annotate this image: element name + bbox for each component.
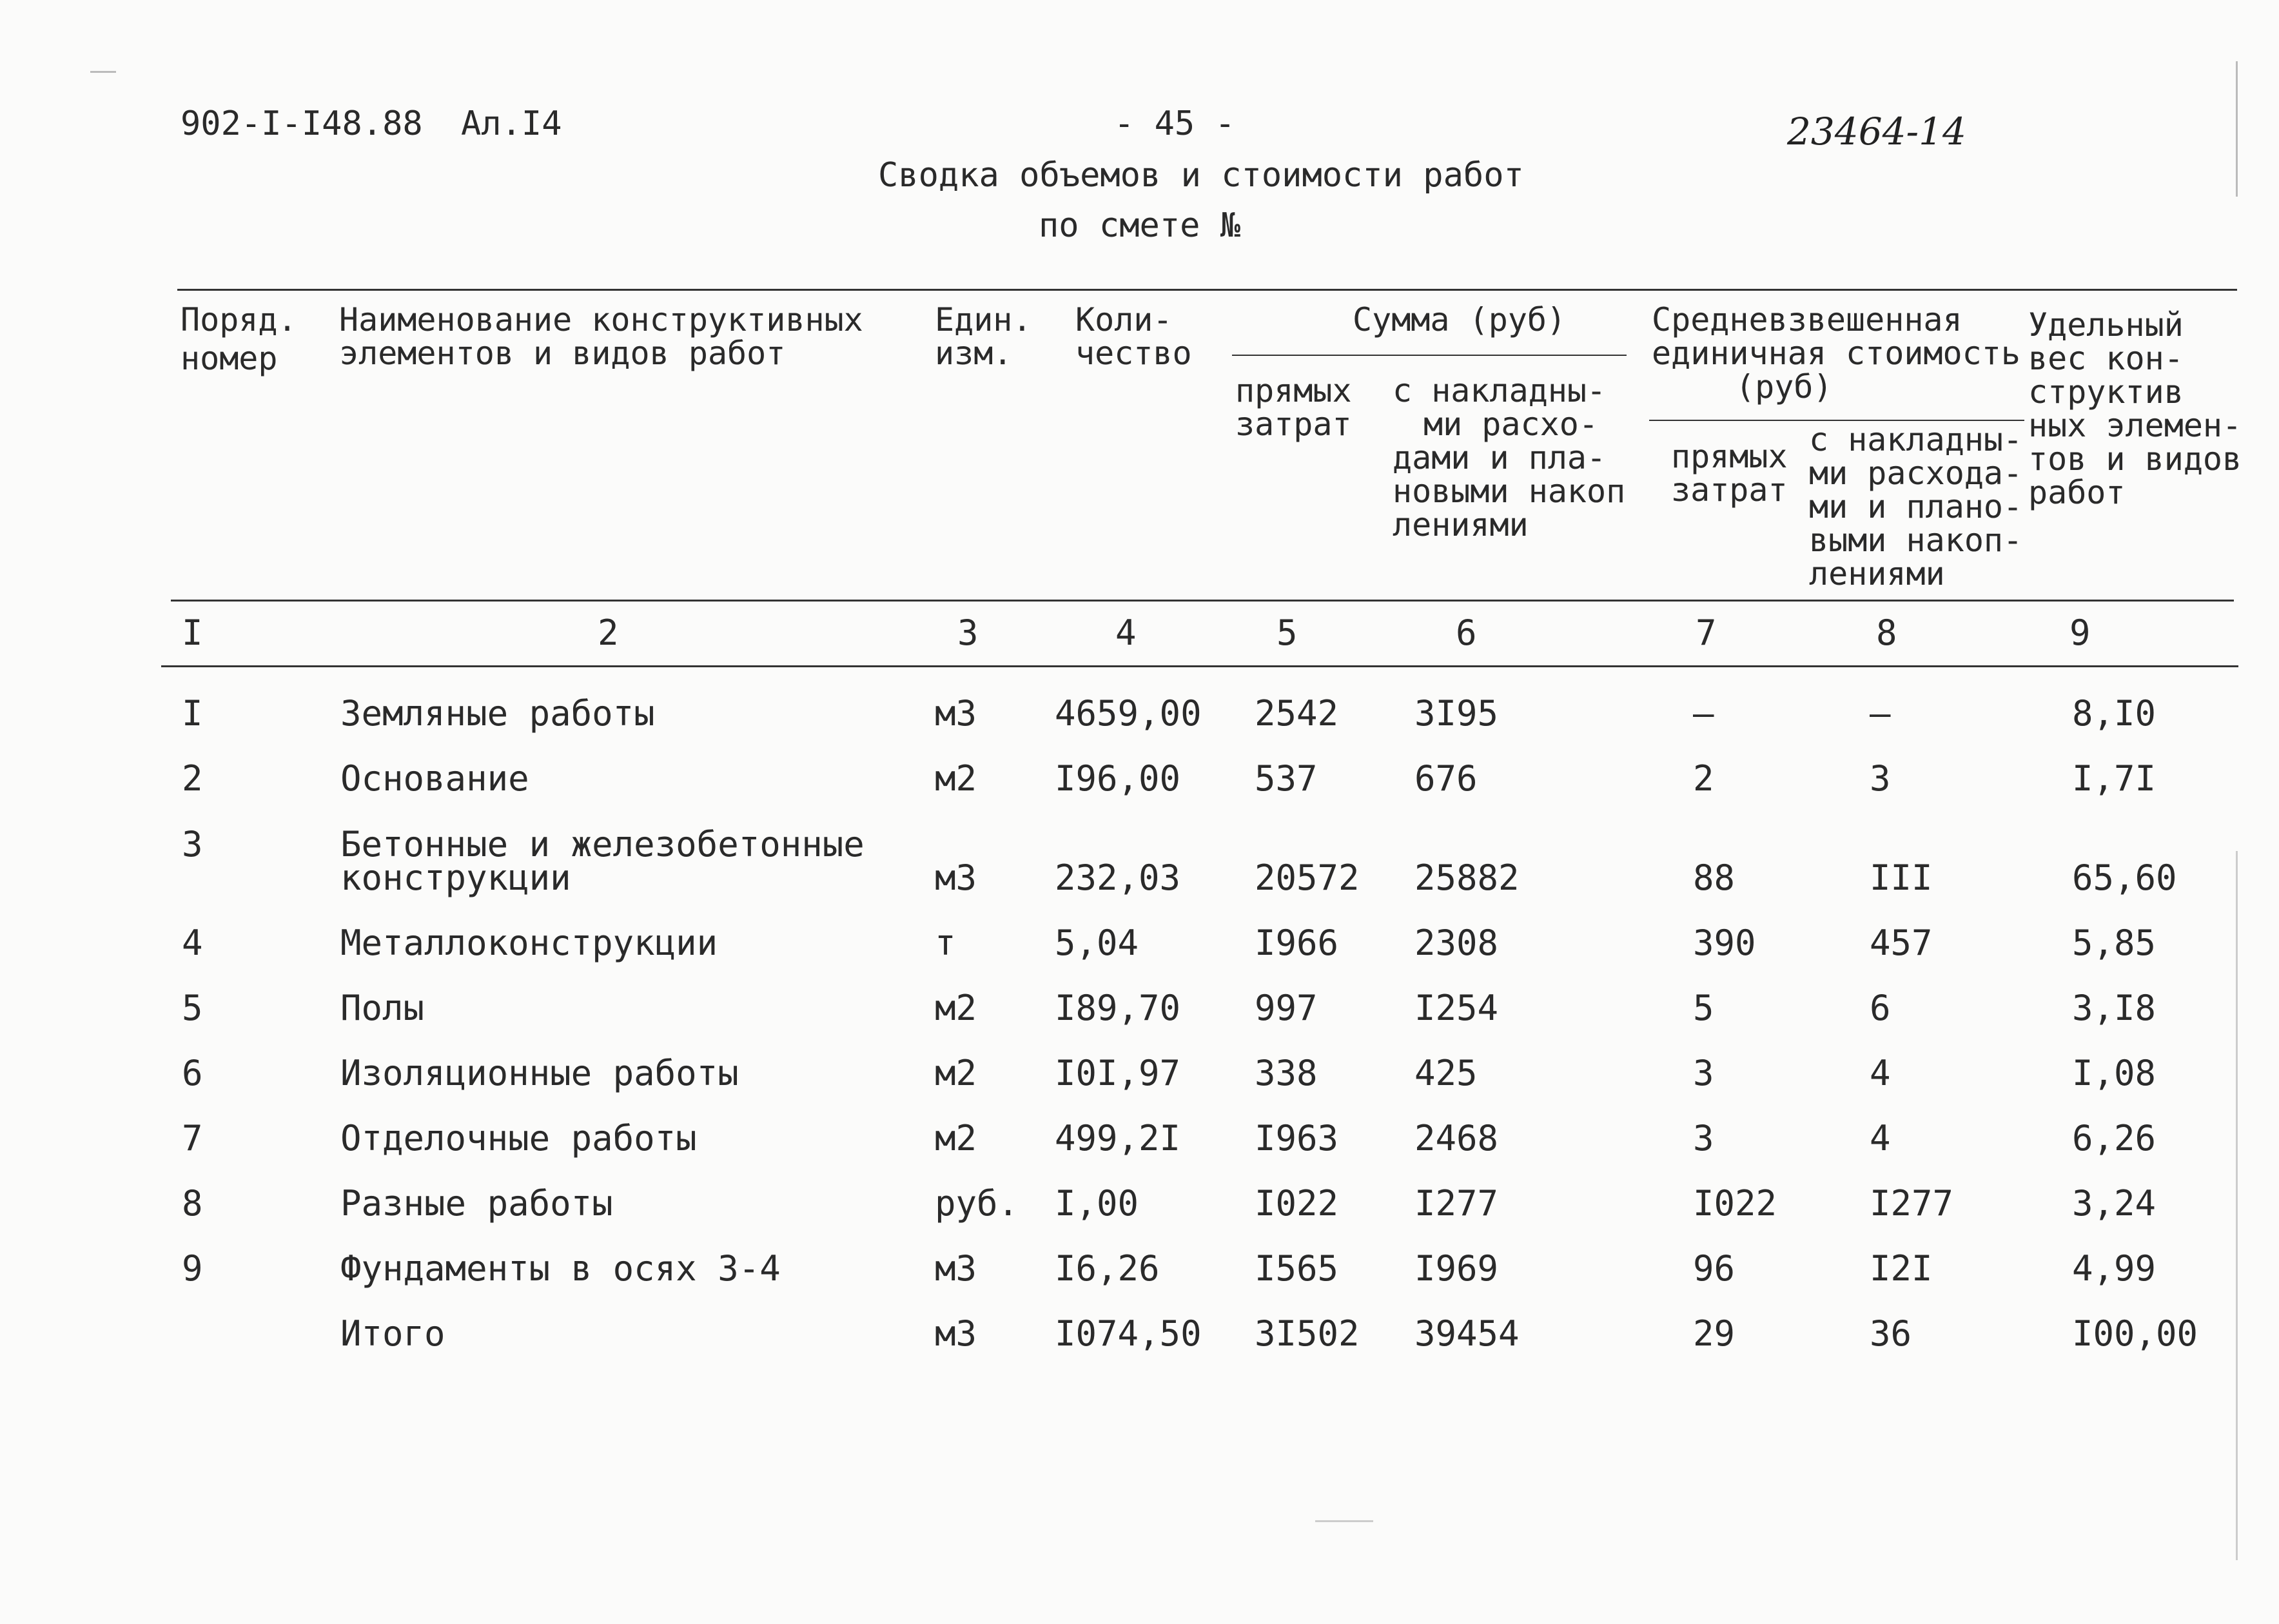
avg-cost-with-overhead: III — [1870, 857, 1933, 898]
element-name: Изоляционные работы — [340, 1053, 739, 1093]
row-number: 5 — [182, 988, 203, 1028]
row-number: 6 — [182, 1053, 203, 1093]
column-number: I — [182, 612, 203, 653]
scan-edge-mark — [2236, 851, 2238, 1560]
column-number: 6 — [1456, 612, 1477, 653]
avg-direct-cost: 29 — [1693, 1313, 1736, 1354]
avg-direct-cost: – — [1693, 693, 1714, 734]
handwritten-inventory-number: 23464-14 — [1787, 110, 1966, 153]
specific-weight: 6,26 — [2072, 1118, 2157, 1159]
avg-cost-with-overhead: 4 — [1870, 1053, 1891, 1093]
cost-with-overhead: 2308 — [1414, 923, 1499, 963]
specific-weight: 65,60 — [2072, 857, 2177, 898]
header-order-number: Поряд. номер — [181, 301, 297, 377]
element-name: Разные работы — [340, 1183, 613, 1224]
scan-edge-mark — [2236, 61, 2238, 197]
unit: м3 — [935, 1248, 977, 1289]
element-name: Полы — [340, 988, 425, 1028]
element-name: Металлоконструкции — [340, 923, 718, 963]
unit: м2 — [935, 1053, 977, 1093]
specific-weight: 4,99 — [2072, 1248, 2157, 1289]
specific-weight: I,08 — [2072, 1053, 2157, 1093]
sum-group-rule — [1232, 355, 1627, 356]
unit: т — [935, 923, 956, 963]
column-number-rule — [161, 665, 2238, 667]
header-element-name: Наименование конструктивных элементов и видов работ — [339, 301, 863, 372]
column-number: 2 — [598, 612, 619, 653]
header-quantity: Коли- чество — [1075, 301, 1192, 372]
direct-cost: 3I502 — [1255, 1313, 1360, 1354]
row-number: 9 — [182, 1248, 203, 1289]
row-number: 2 — [182, 758, 203, 799]
cost-with-overhead: I277 — [1414, 1183, 1499, 1224]
specific-weight: I00,00 — [2072, 1313, 2198, 1354]
avg-cost-with-overhead: I277 — [1870, 1183, 1954, 1224]
specific-weight: 5,85 — [2072, 923, 2157, 963]
unit: м2 — [935, 988, 977, 1028]
avg-cost-with-overhead: 6 — [1870, 988, 1891, 1028]
avg-direct-cost: I022 — [1693, 1183, 1777, 1224]
header-unit: Един. изм. — [935, 301, 1032, 372]
header-sum-group: Сумма (руб) — [1353, 301, 1567, 338]
row-number: 8 — [182, 1183, 203, 1224]
specific-weight: 3,I8 — [2072, 988, 2157, 1028]
unit: м3 — [935, 857, 977, 898]
quantity: 232,03 — [1055, 857, 1181, 898]
unit: м2 — [935, 1118, 977, 1159]
specific-weight: I,7I — [2072, 758, 2157, 799]
column-number: 3 — [957, 612, 979, 653]
row-number: 4 — [182, 923, 203, 963]
document-subtitle: по смете № — [1039, 206, 1241, 245]
direct-cost: 20572 — [1255, 857, 1360, 898]
cost-with-overhead: I969 — [1414, 1248, 1499, 1289]
cost-with-overhead: 2468 — [1414, 1118, 1499, 1159]
quantity: I6,26 — [1055, 1248, 1160, 1289]
unit: м3 — [935, 1313, 977, 1354]
header-direct-costs: прямых затрат — [1235, 372, 1352, 443]
avg-direct-cost: 3 — [1693, 1053, 1714, 1093]
avg-cost-with-overhead: I2I — [1870, 1248, 1933, 1289]
element-name: Бетонные и железобетонные — [340, 824, 865, 865]
quantity: 5,04 — [1055, 923, 1139, 963]
avg-direct-cost: 390 — [1693, 923, 1756, 963]
sheet-number: Ал.I4 — [461, 104, 562, 143]
header-avg-direct-costs: прямых затрат — [1671, 438, 1788, 509]
quantity: 499,2I — [1055, 1118, 1181, 1159]
header-with-overhead: с накладны- ми расхо- дами и пла- новыми накоп лениями — [1393, 372, 1626, 543]
element-name: Земляные работы — [340, 693, 655, 734]
avg-direct-cost: 3 — [1693, 1118, 1714, 1159]
element-name: Отделочные работы — [340, 1118, 697, 1159]
avg-cost-with-overhead: 457 — [1870, 923, 1933, 963]
avg-cost-with-overhead: 3 — [1870, 758, 1891, 799]
quantity: 4659,00 — [1055, 693, 1202, 734]
specific-weight: 8,I0 — [2072, 693, 2157, 734]
specific-weight: 3,24 — [2072, 1183, 2157, 1224]
direct-cost: 997 — [1255, 988, 1318, 1028]
header-specific-weight: Удельный вес кон- структив ных элемен- тов и видов работ — [2028, 306, 2242, 511]
unit: м3 — [935, 693, 977, 734]
scan-speck — [1315, 1520, 1373, 1522]
document-code: 902-I-I48.88 — [181, 104, 423, 143]
table-top-rule — [177, 289, 2237, 291]
avg-direct-cost: 5 — [1693, 988, 1714, 1028]
avg-cost-with-overhead: – — [1870, 693, 1891, 734]
direct-cost: I022 — [1255, 1183, 1339, 1224]
quantity: I,00 — [1055, 1183, 1139, 1224]
avg-direct-cost: 2 — [1693, 758, 1714, 799]
avg-cost-with-overhead: 36 — [1870, 1313, 1912, 1354]
direct-cost: 338 — [1255, 1053, 1318, 1093]
scan-speck — [90, 71, 116, 73]
row-number: 3 — [182, 824, 203, 865]
cost-with-overhead: 676 — [1414, 758, 1478, 799]
total-label: Итого — [340, 1313, 445, 1354]
element-name-continued: конструкции — [340, 857, 571, 898]
cost-with-overhead: 25882 — [1414, 857, 1520, 898]
quantity: I96,00 — [1055, 758, 1181, 799]
document-title: Сводка объемов и стоимости работ — [878, 156, 1524, 195]
cost-with-overhead: 425 — [1414, 1053, 1478, 1093]
avg-direct-cost: 88 — [1693, 857, 1736, 898]
unit: м2 — [935, 758, 977, 799]
direct-cost: I565 — [1255, 1248, 1339, 1289]
cost-with-overhead: 3I95 — [1414, 693, 1499, 734]
header-bottom-rule — [171, 600, 2234, 602]
column-number: 9 — [2069, 612, 2091, 653]
header-weighted-average-group: Средневзвешенная единичная стоимость (руб) — [1652, 301, 2020, 406]
quantity: I0I,97 — [1055, 1053, 1181, 1093]
column-number: 5 — [1276, 612, 1298, 653]
row-number: I — [182, 693, 203, 734]
column-number: 7 — [1696, 612, 1717, 653]
direct-cost: I966 — [1255, 923, 1339, 963]
direct-cost: 537 — [1255, 758, 1318, 799]
unit: руб. — [935, 1183, 1019, 1224]
row-number: 7 — [182, 1118, 203, 1159]
element-name: Основание — [340, 758, 529, 799]
cost-with-overhead: I254 — [1414, 988, 1499, 1028]
cost-with-overhead: 39454 — [1414, 1313, 1520, 1354]
header-avg-with-overhead: с накладны- ми расхода- ми и плано- выми накоп- лениями — [1809, 421, 2023, 592]
avg-cost-with-overhead: 4 — [1870, 1118, 1891, 1159]
avg-direct-cost: 96 — [1693, 1248, 1736, 1289]
quantity: I89,70 — [1055, 988, 1181, 1028]
column-number: 4 — [1115, 612, 1137, 653]
page-number: - 45 - — [1114, 104, 1235, 143]
direct-cost: I963 — [1255, 1118, 1339, 1159]
direct-cost: 2542 — [1255, 693, 1339, 734]
column-number: 8 — [1876, 612, 1897, 653]
quantity: I074,50 — [1055, 1313, 1202, 1354]
element-name: Фундаменты в осях 3-4 — [340, 1248, 781, 1289]
